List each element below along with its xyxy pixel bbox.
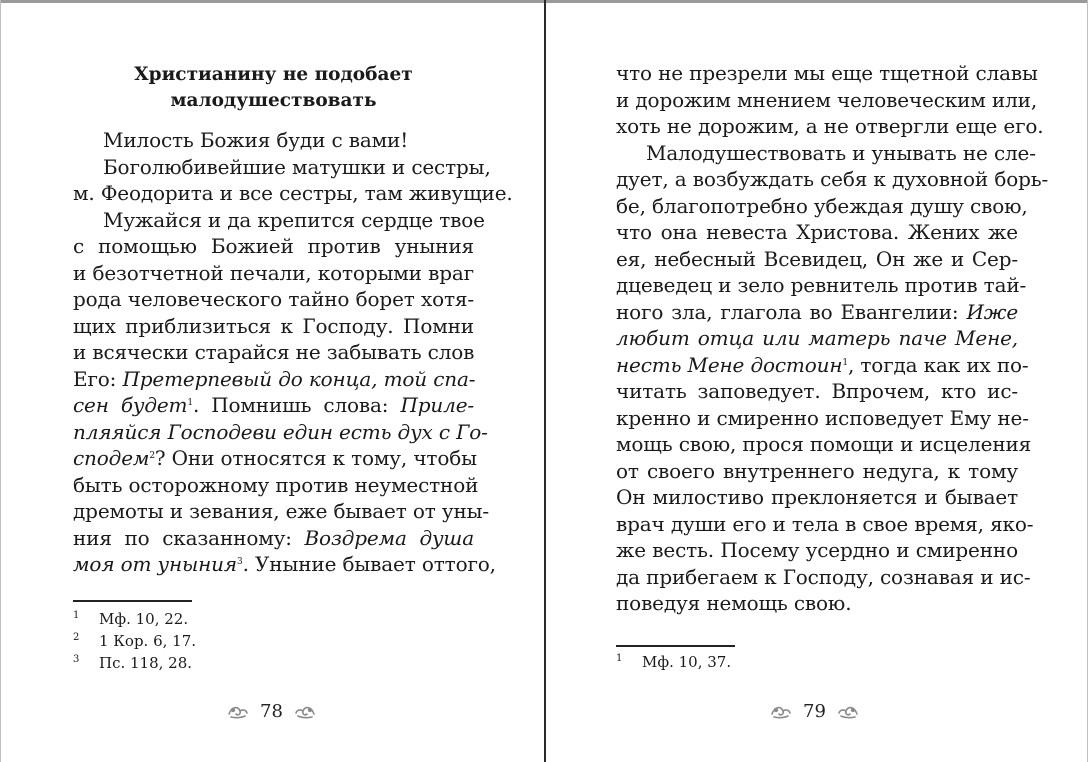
text-run: ного зла, глагола во Евангелии: (616, 299, 967, 324)
text-line (616, 378, 1018, 405)
text-run: ея, небесный Всевидец, Он же и Сер- (616, 246, 1018, 271)
text-line (73, 233, 474, 260)
text-run: поведуя немощь свою. (616, 591, 852, 615)
text-run: Мужайся и да крепится сердце твое (103, 207, 485, 232)
text-run: кренно и смиренно исповедует Ему не- (616, 405, 1029, 430)
footnote (616, 651, 731, 673)
text-run: м. Феодорита и все сестры, там живущие. (73, 181, 513, 205)
text-run: врач души его и тела в свое время, яко- (616, 511, 1034, 536)
text-run: Он милостиво преклоняется и бывает (616, 485, 1018, 509)
floral-ornament-icon (293, 702, 317, 720)
text-run: Малодушествовать и унывать не сле- (646, 140, 1036, 165)
italic-quote: сен будет (73, 393, 188, 417)
text-run: же весть. Посему усердно и смиренно (616, 538, 1018, 562)
text-run: . Уныние бывает оттого, (242, 552, 496, 576)
text-line (73, 154, 491, 181)
text-run: Боголюбивейшие матушки и сестры, (103, 154, 491, 179)
text-run: дцеведец и зело ревнитель против тай- (616, 273, 1027, 297)
text-run: от своего внутреннего недуга, к тому (616, 458, 1018, 483)
text-line (616, 590, 1018, 617)
footnote-number: 1 (616, 653, 623, 664)
left-body-text (73, 127, 513, 578)
text-line (616, 166, 1049, 193)
text-line (73, 180, 513, 207)
text-run: мощь свою, прося помощи и исцеления (616, 432, 1032, 456)
text-run: хоть не дорожим, а не отвергли еще его. (616, 114, 1044, 138)
text-line (616, 537, 1018, 564)
left-border (0, 0, 1, 762)
text-run: да прибегаем к Господу, сознавая и ис- (616, 564, 1031, 589)
italic-quote: сподем (73, 446, 150, 470)
text-run: , тогда как их по- (847, 352, 1029, 377)
text-line (73, 419, 488, 446)
heading-line-2: малодушествовать (170, 90, 377, 111)
left-folio (226, 698, 317, 724)
floral-ornament-icon (769, 702, 793, 720)
text-line (73, 445, 477, 472)
left-page (73, 0, 513, 762)
footnote-ref: 1 (842, 357, 848, 368)
text-line (616, 458, 1018, 485)
text-line (73, 313, 474, 340)
text-line (73, 366, 474, 393)
text-line (73, 525, 474, 552)
text-run: и дорожим мнением человеческим или, (616, 87, 1038, 112)
footnote-text: 1 Кор. 6, 17. (99, 632, 197, 650)
text-line (73, 392, 474, 419)
left-footnotes (73, 608, 196, 674)
text-line (73, 339, 474, 366)
text-run: и безотчетной печали, которыми враг (73, 260, 474, 285)
text-run: Милость Божия буди с вами! (103, 128, 409, 152)
text-line (616, 325, 1018, 352)
footnote-ref: 2 (149, 451, 155, 461)
text-line (73, 498, 490, 525)
text-line (616, 299, 1018, 326)
text-line (616, 60, 1038, 87)
text-run: ? Они относятся к тому, чтобы (154, 446, 477, 470)
footnote-ref: 1 (187, 398, 193, 408)
italic-quote: любит отца или матерь паче Мене, (616, 326, 1018, 350)
text-run: и всячески старайся не забывать слов (73, 340, 475, 364)
italic-quote: Иже (966, 299, 1018, 324)
text-line (616, 352, 1029, 379)
text-line (616, 113, 1044, 140)
right-folio (769, 698, 860, 724)
footnote-number: 2 (73, 632, 80, 643)
text-line (616, 219, 1018, 246)
text-line (616, 246, 1018, 273)
text-line (73, 127, 474, 154)
text-line (73, 551, 496, 578)
footnote-number: 3 (73, 654, 80, 665)
italic-quote: несть Мене достоин (616, 352, 843, 377)
footnote-rule (616, 645, 735, 647)
page-number: 78 (260, 700, 283, 722)
text-line (616, 272, 1027, 299)
italic-quote: Приле- (400, 393, 474, 417)
text-line (616, 484, 1018, 511)
text-run: дует, а возбуждать себя к духовной борь- (616, 167, 1049, 191)
text-line (616, 140, 1036, 167)
text-run: . Помнишь слова: (192, 393, 401, 417)
text-line (616, 564, 1031, 591)
italic-quote: моя от уныния (73, 552, 237, 576)
text-run: читать заповедует. Впрочем, кто ис- (616, 379, 1018, 403)
heading-line-1: Христианину не подобает (134, 64, 413, 85)
italic-quote: Воздрема душа (304, 525, 474, 550)
footnote (73, 652, 196, 674)
text-line (73, 207, 485, 234)
text-run: быть осторожному против неуместной (73, 472, 479, 497)
text-run: что она невеста Христова. Жених же (616, 220, 1018, 244)
floral-ornament-icon (226, 702, 250, 720)
footnote-number: 1 (73, 610, 80, 621)
chapter-heading (73, 62, 474, 114)
text-line (616, 431, 1032, 458)
text-run: с помощью Божией против уныния (73, 234, 474, 258)
italic-quote: пляяйся Господеви един есть дух с Го- (73, 419, 488, 444)
footnote-text: Пс. 118, 28. (99, 654, 193, 672)
footnote-text: Мф. 10, 22. (99, 610, 189, 628)
text-run: ния по сказанному: (73, 525, 305, 550)
page-gutter (544, 0, 546, 762)
italic-quote: Претерпевый до конца, той спа- (122, 366, 476, 391)
text-line (616, 87, 1038, 114)
footnote-ref: 3 (237, 557, 243, 567)
text-line (73, 472, 479, 499)
footnote (73, 608, 196, 630)
footnote (73, 630, 196, 652)
right-footnotes (616, 651, 731, 673)
text-line (616, 405, 1029, 432)
text-run: щих приблизиться к Господу. Помни (73, 313, 474, 338)
text-run: дремоты и зевания, еже бывает от уны- (73, 499, 490, 523)
right-body-text (616, 60, 1049, 617)
page-number: 79 (803, 700, 826, 722)
text-line (616, 511, 1034, 538)
footnote-text: Мф. 10, 37. (642, 653, 732, 671)
text-run: бе, благопотребно убеждая душу свою, (616, 193, 1028, 218)
right-page (616, 0, 1049, 762)
floral-ornament-icon (836, 702, 860, 720)
text-run: рода человеческого тайно борет хотя- (73, 287, 474, 311)
text-line (616, 193, 1028, 220)
footnote-rule (73, 600, 192, 602)
text-line (73, 260, 474, 287)
text-run: Его: (73, 366, 123, 391)
text-run: что не презрели мы еще тщетной славы (616, 61, 1038, 85)
text-line (73, 286, 474, 313)
